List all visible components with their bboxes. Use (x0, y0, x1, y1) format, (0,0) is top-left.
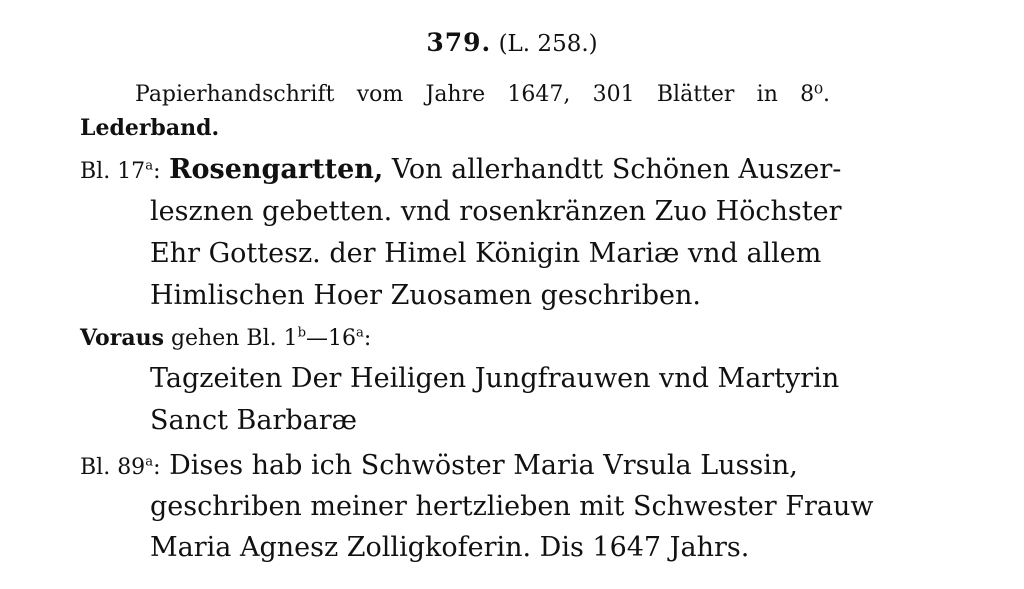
entry2-line-1 (80, 450, 798, 481)
description-word: 301 (592, 82, 635, 107)
entry-title: Rosengartten, (169, 154, 384, 185)
description-word: Blätter (656, 82, 735, 107)
description-word: 1647, (507, 82, 571, 107)
description-word: Jahre (425, 82, 486, 107)
preamble-line-1: Tagzeiten Der Heiligen Jungfrauwen vnd Martyrin (150, 363, 840, 394)
description-word: in (756, 82, 778, 107)
entry2-text: Dises hab ich Schwöster Maria Vrsula Lussin, (169, 450, 798, 481)
description-line-1 (135, 82, 830, 107)
description-word: 8⁰. (800, 82, 830, 107)
preamble-line-2: Sanct Barbaræ (150, 405, 358, 436)
entry1-line-1 (80, 154, 841, 185)
entry-number: 379. (426, 28, 492, 57)
catalog-header (0, 28, 1024, 57)
entry1-line-3: Ehr Gottesz. der Himel Königin Mariæ vnd allem (150, 238, 822, 269)
entry-reference: (L. 258.) (498, 31, 598, 57)
entry1-text: Von allerhandtt Schönen Auszer- (391, 154, 842, 185)
entry2-line-2: geschriben meiner hertzlieben mit Schwester Frauw (150, 491, 874, 522)
folio-reference: Bl. 17$^a$: (80, 158, 161, 184)
entry1-line-2: lesznen gebetten. vnd rosenkränzen Zuo Höchster (150, 196, 842, 227)
description-word: Papierhandschrift (135, 82, 335, 107)
description-word: vom (356, 82, 404, 107)
entry1-line-4: Himlischen Hoer Zuosamen geschriben. (150, 280, 701, 311)
folio-reference: Bl. 89$^a$: (80, 454, 161, 480)
description-line-2: Lederband. (80, 115, 220, 141)
entry2-line-3: Maria Agnesz Zolligkoferin. Dis 1647 Jahrs. (150, 532, 750, 563)
preamble-label: Voraus gehen Bl. 1$^b$—16$^a$: (80, 325, 372, 351)
